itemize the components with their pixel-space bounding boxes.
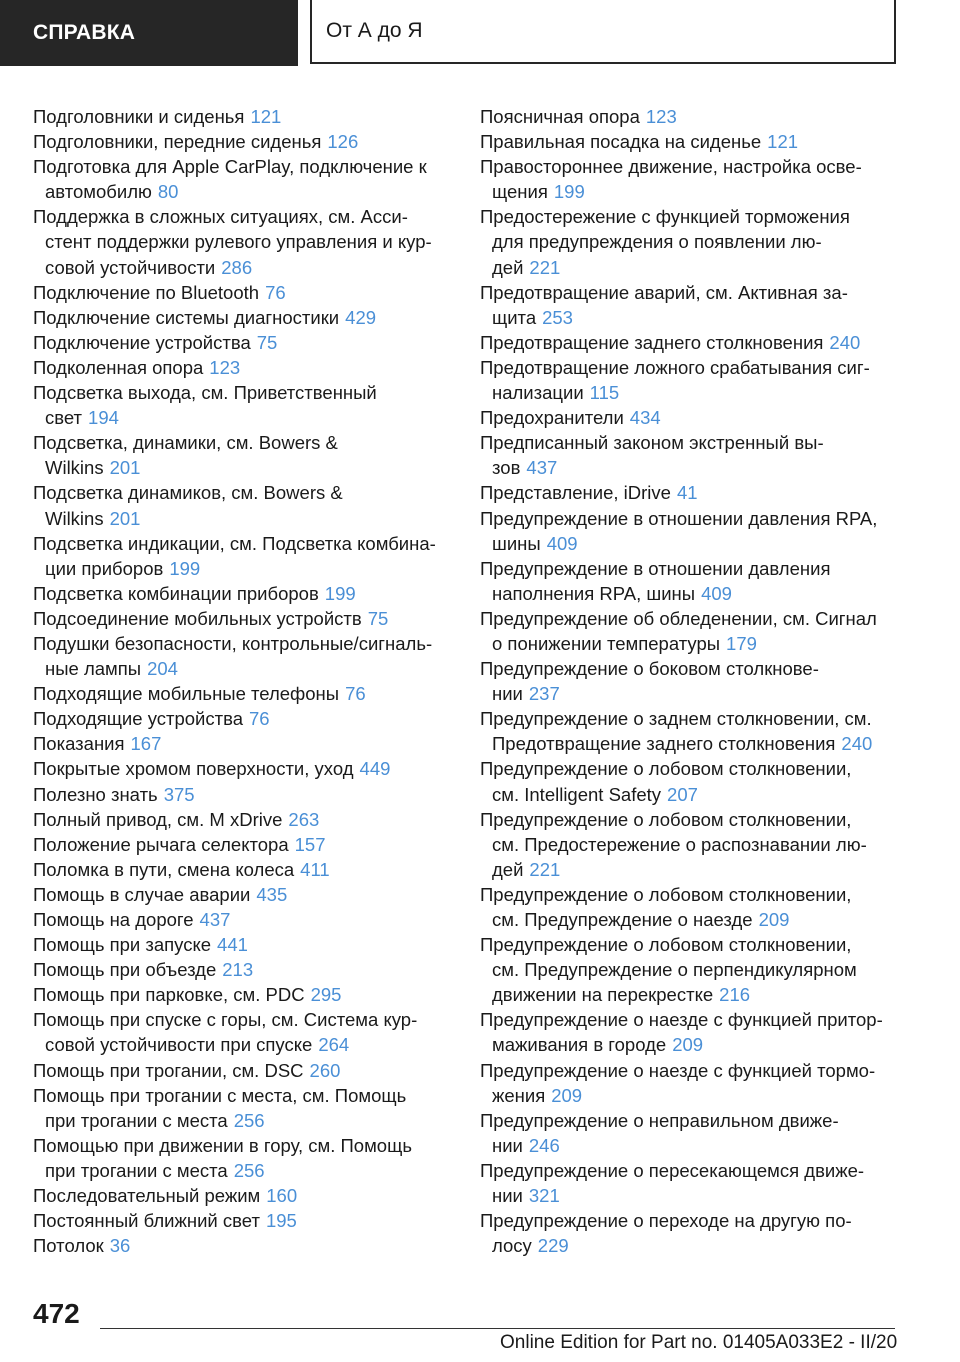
index-entry xyxy=(480,204,900,279)
page-reference-link[interactable]: 437 xyxy=(199,909,231,930)
index-entry xyxy=(480,1007,900,1057)
index-entry xyxy=(33,882,453,907)
index-entry xyxy=(480,1208,900,1258)
index-entry-text: при трогании с места xyxy=(45,1109,228,1131)
index-entry-text: Поломка в пути, смена колеса xyxy=(33,858,295,880)
index-entry-text: Последовательный режим xyxy=(33,1185,261,1207)
index-entry-text: Подключение системы диагностики xyxy=(33,306,340,328)
page-reference-link[interactable]: 256 xyxy=(233,1109,265,1131)
index-entry-text: шины xyxy=(492,532,541,554)
index-entry-text: Помощь при спуске с горы, см. Система кур- xyxy=(33,1009,418,1031)
index-entry xyxy=(33,355,453,380)
index-entry xyxy=(480,606,900,656)
index-entry-text: Предупреждение о лобовом столкновении, xyxy=(480,808,852,830)
index-entry-text: см. Предостережение о распознавании лю- xyxy=(492,833,867,855)
footer-divider xyxy=(100,1328,895,1329)
index-entry xyxy=(33,606,453,631)
index-entry-text: ные лампы xyxy=(45,658,142,680)
index-entry-text: Подголовники, передние сиденья xyxy=(33,131,322,153)
page-reference-link[interactable]: 207 xyxy=(667,783,698,805)
index-entry xyxy=(33,204,453,279)
index-entry-text: Показания xyxy=(33,733,125,755)
index-entry-text: Предупреждение о наезде с функцией тормо- xyxy=(480,1059,876,1081)
index-entry xyxy=(33,430,453,480)
index-entry xyxy=(480,506,900,556)
index-entry-text: Предупреждение о наезде с функцией притор- xyxy=(480,1009,883,1031)
index-entry-text: Подготовка для Apple CarPlay, подключение к xyxy=(33,156,427,178)
page-reference-link[interactable]: 263 xyxy=(288,808,320,830)
page-reference-link[interactable]: 75 xyxy=(256,331,278,353)
page-reference-link[interactable]: 36 xyxy=(109,1235,131,1257)
chapter-title: От А до Я xyxy=(310,0,896,64)
index-entry-text: маживания в городе xyxy=(492,1034,667,1056)
page-reference-link[interactable]: 179 xyxy=(726,632,757,654)
index-entry-text: Предупреждение о переходе на другую по- xyxy=(480,1210,852,1232)
index-entry-text: дей xyxy=(492,256,524,278)
index-column-right xyxy=(480,104,900,1258)
index-entry-text: автомобилю xyxy=(45,181,152,203)
index-entry-text: Положение рычага селектора xyxy=(33,833,289,855)
page-reference-link[interactable]: 429 xyxy=(345,306,377,328)
index-entry-text: Подключение по Bluetooth xyxy=(33,281,260,303)
index-entry-text: Полный привод, см. M xDrive xyxy=(33,808,283,830)
page-reference-link[interactable]: 157 xyxy=(294,833,326,855)
index-entry-text: лосу xyxy=(492,1235,532,1257)
index-entry xyxy=(33,857,453,882)
index-entry-text: Предупреждение в отношении давления RPA, xyxy=(480,507,878,529)
index-entry-text: Покрытые хромом поверхности, уход xyxy=(33,758,354,780)
index-entry-text: нализации xyxy=(492,382,584,404)
index-entry-text: Подсветка, динамики, см. Bowers & xyxy=(33,432,338,454)
page-reference-link[interactable]: 237 xyxy=(528,683,560,705)
index-entry-text: наполнения RPA, шины xyxy=(492,582,696,604)
page-reference-link[interactable]: 246 xyxy=(528,1134,560,1156)
index-entry xyxy=(33,907,453,932)
index-entry xyxy=(480,882,900,932)
index-entry xyxy=(480,430,900,480)
page-reference-link[interactable]: 76 xyxy=(265,281,286,303)
page-reference-link[interactable]: 449 xyxy=(359,758,391,780)
index-entry-text: о понижении температуры xyxy=(492,632,721,654)
page-header xyxy=(0,0,960,66)
page-reference-link[interactable]: 209 xyxy=(672,1034,704,1056)
page-reference-link[interactable]: 123 xyxy=(209,356,241,378)
index-entry-text: нии xyxy=(492,683,523,705)
index-entry-text: совой устойчивости при спуске xyxy=(45,1034,313,1056)
index-entry-text: нии xyxy=(492,1134,523,1156)
index-entry-text: Подсветка комбинации приборов xyxy=(33,582,319,604)
index-entry-text: Предупреждение о лобовом столкновении, xyxy=(480,934,852,956)
index-entry xyxy=(33,731,453,756)
page-reference-link[interactable]: 75 xyxy=(367,607,389,629)
index-entry-text: Предостережение с функцией торможения xyxy=(480,206,850,228)
index-entry xyxy=(480,656,900,706)
index-entry xyxy=(33,1208,453,1233)
page-reference-link[interactable]: 209 xyxy=(758,909,790,930)
index-entry-text: Постоянный ближний свет xyxy=(33,1210,260,1232)
index-entry-text: ции приборов xyxy=(45,557,164,579)
page-reference-link[interactable]: 126 xyxy=(327,131,359,153)
page-reference-link[interactable]: 213 xyxy=(222,959,254,981)
page-reference-link[interactable]: 201 xyxy=(109,457,141,479)
index-entry xyxy=(33,631,453,681)
index-entry xyxy=(33,807,453,832)
index-entry-text: Помощь при трогании с места, см. Помощь xyxy=(33,1084,407,1106)
page-reference-link[interactable]: 321 xyxy=(528,1185,560,1207)
index-entry xyxy=(33,380,453,430)
index-entry xyxy=(33,531,453,581)
index-entry xyxy=(33,1007,453,1057)
index-entry-text: Поясничная опора xyxy=(480,106,640,127)
page-reference-link[interactable]: 441 xyxy=(217,934,248,956)
page-reference-link[interactable]: 121 xyxy=(767,131,799,153)
index-entry-text: Подсветка индикации, см. Подсветка комбина- xyxy=(33,532,436,554)
index-entry xyxy=(33,782,453,807)
page-reference-link[interactable]: 221 xyxy=(529,256,561,278)
index-entry-text: Подколенная опора xyxy=(33,356,204,378)
index-entry-text: Помощь в случае аварии xyxy=(33,883,251,905)
index-entry xyxy=(33,932,453,957)
index-entry xyxy=(33,280,453,305)
index-entry xyxy=(33,1233,453,1258)
index-entry-text: нии xyxy=(492,1185,523,1207)
index-entry xyxy=(33,305,453,330)
index-entry-text: Подушки безопасности, контрольные/сигналь- xyxy=(33,632,433,654)
page-reference-link[interactable]: 437 xyxy=(526,457,558,479)
index-entry xyxy=(33,681,453,706)
index-entry xyxy=(480,355,900,405)
index-entry xyxy=(33,1058,453,1083)
page-reference-link[interactable]: 194 xyxy=(88,407,119,429)
page-reference-link[interactable]: 409 xyxy=(701,582,732,604)
index-entry xyxy=(33,706,453,731)
index-entry-text: щита xyxy=(492,306,537,328)
index-entry xyxy=(33,154,453,204)
page-reference-link[interactable]: 199 xyxy=(324,582,356,604)
index-entry-text: Wilkins xyxy=(45,507,104,529)
index-entry xyxy=(480,480,900,505)
index-entry-text: Помощь при запуске xyxy=(33,934,212,956)
index-entry xyxy=(480,706,900,756)
page-reference-link[interactable]: 409 xyxy=(546,532,578,554)
page-reference-link[interactable]: 221 xyxy=(529,858,561,880)
index-entry-text: щения xyxy=(492,181,548,203)
index-entry xyxy=(33,330,453,355)
index-entry xyxy=(33,957,453,982)
index-entry-text: Подсветка динамиков, см. Bowers & xyxy=(33,482,343,504)
index-entry-text: Помощь на дороге xyxy=(33,909,194,930)
page-reference-link[interactable]: 253 xyxy=(542,306,573,328)
index-entry-text: Предупреждение в отношении давления xyxy=(480,557,831,579)
index-entry xyxy=(480,807,900,882)
page-number: 472 xyxy=(33,1298,80,1329)
index-entry-text: Предохранители xyxy=(480,407,624,429)
index-entry-text: Предотвращение заднего столкновения xyxy=(492,733,836,755)
index-entry-text: Представление, iDrive xyxy=(480,482,671,504)
index-entry-text: Предотвращение заднего столкновения xyxy=(480,331,824,353)
page-reference-link[interactable]: 123 xyxy=(645,106,677,127)
page-reference-link[interactable]: 199 xyxy=(169,557,201,579)
page-reference-link[interactable]: 80 xyxy=(157,181,179,203)
page-reference-link[interactable]: 201 xyxy=(109,507,141,529)
index-entry-text: Предупреждение о неправильном движе- xyxy=(480,1109,839,1131)
index-entry-text: см. Intelligent Safety xyxy=(492,783,662,805)
page-reference-link[interactable]: 115 xyxy=(589,382,620,404)
index-entry-text: Предупреждение о пересекающемся движе- xyxy=(480,1159,865,1181)
page-reference-link[interactable]: 295 xyxy=(310,984,342,1006)
page-reference-link[interactable]: 256 xyxy=(233,1159,265,1181)
index-entry-text: Предупреждение об обледенении, см. Сигнал xyxy=(480,607,877,629)
page-reference-link[interactable]: 240 xyxy=(841,733,873,755)
page-reference-link[interactable]: 41 xyxy=(676,482,698,504)
index-entry-text: Полезно знать xyxy=(33,783,158,805)
page-reference-link[interactable]: 204 xyxy=(147,658,178,680)
page-reference-link[interactable]: 260 xyxy=(309,1059,341,1081)
page-reference-link[interactable]: 209 xyxy=(551,1084,583,1106)
index-entry-text: совой устойчивости xyxy=(45,256,216,278)
index-entry-text: Правостороннее движение, настройка осве- xyxy=(480,156,862,178)
index-entry-text: Помощь при трогании, см. DSC xyxy=(33,1059,304,1081)
index-entry-text: Предупреждение о лобовом столкновении, xyxy=(480,883,852,905)
index-entry-text: Поддержка в сложных ситуациях, см. Асси- xyxy=(33,206,408,228)
index-entry xyxy=(480,104,900,129)
index-entry xyxy=(33,756,453,781)
index-entry-text: Подголовники и сиденья xyxy=(33,106,245,127)
index-column-left xyxy=(33,104,453,1258)
index-entry-text: Потолок xyxy=(33,1235,104,1257)
index-entry-text: при трогании с места xyxy=(45,1159,228,1181)
index-entry xyxy=(33,581,453,606)
page-reference-link[interactable]: 264 xyxy=(318,1034,350,1056)
index-entry xyxy=(480,330,900,355)
section-tab: СПРАВКА xyxy=(0,0,298,66)
index-entry-text: стент поддержки рулевого управления и кур- xyxy=(45,231,432,253)
index-entry xyxy=(480,129,900,154)
index-entry-text: Правильная посадка на сиденье xyxy=(480,131,762,153)
page-reference-link[interactable]: 240 xyxy=(829,331,861,353)
index-entry xyxy=(480,154,900,204)
index-entry xyxy=(33,104,453,129)
page-reference-link[interactable]: 121 xyxy=(250,106,282,127)
index-entry-text: см. Предупреждение о наезде xyxy=(492,909,753,930)
index-entry xyxy=(33,129,453,154)
page-reference-link[interactable]: 435 xyxy=(256,883,288,905)
page-reference-link[interactable]: 229 xyxy=(537,1235,569,1257)
index-entry-text: Wilkins xyxy=(45,457,104,479)
index-entry-text: Помощь при парковке, см. PDC xyxy=(33,984,305,1006)
index-entry-text: свет xyxy=(45,407,83,429)
page-reference-link[interactable]: 160 xyxy=(266,1185,298,1207)
index-entry xyxy=(33,480,453,530)
index-entry-text: Подходящие мобильные телефоны xyxy=(33,683,340,705)
index-entry-text: жения xyxy=(492,1084,546,1106)
index-entry-text: Помощью при движении в гору, см. Помощь xyxy=(33,1134,412,1156)
index-entry-text: Предписанный законом экстренный вы- xyxy=(480,432,824,454)
page-reference-link[interactable]: 286 xyxy=(221,256,253,278)
index-entry-text: движении на перекрестке xyxy=(492,984,714,1006)
index-entry-text: Подсоединение мобильных устройств xyxy=(33,607,362,629)
index-entry-text: Предотвращение ложного срабатывания сиг- xyxy=(480,356,870,378)
index-entry xyxy=(480,280,900,330)
index-entry-text: Подключение устройства xyxy=(33,331,251,353)
footer-edition: Online Edition for Part no. 01405A033E2 - II/20 xyxy=(500,1332,898,1353)
index-entry xyxy=(33,1133,453,1183)
index-entry xyxy=(33,1083,453,1133)
page-reference-link[interactable]: 76 xyxy=(249,708,270,730)
index-entry-text: Предотвращение аварий, см. Активная за- xyxy=(480,281,848,303)
page-reference-link[interactable]: 216 xyxy=(719,984,751,1006)
index-entry xyxy=(33,1183,453,1208)
index-entry-text: для предупреждения о появлении лю- xyxy=(492,231,822,253)
index-entry-text: Предупреждение о боковом столкнове- xyxy=(480,658,819,680)
page-reference-link[interactable]: 76 xyxy=(345,683,366,705)
index-entry-text: Подсветка выхода, см. Приветственный xyxy=(33,382,377,404)
index-entry-text: Подходящие устройства xyxy=(33,708,244,730)
index-entry xyxy=(480,1108,900,1158)
index-entry-text: дей xyxy=(492,858,524,880)
index-entry-text: Помощь при объезде xyxy=(33,959,217,981)
page-reference-link[interactable]: 195 xyxy=(265,1210,297,1232)
index-entry xyxy=(480,1158,900,1208)
index-entry xyxy=(480,756,900,806)
index-entry xyxy=(480,556,900,606)
index-entry xyxy=(33,832,453,857)
page-reference-link[interactable]: 167 xyxy=(130,733,162,755)
page-reference-link[interactable]: 375 xyxy=(163,783,195,805)
index-entry-text: зов xyxy=(492,457,521,479)
page-reference-link[interactable]: 411 xyxy=(300,858,330,880)
index-entry-text: см. Предупреждение о перпендикулярном xyxy=(492,959,857,981)
index-entry xyxy=(480,932,900,1007)
page-reference-link[interactable]: 434 xyxy=(629,407,661,429)
index-entry-text: Предупреждение о лобовом столкновении, xyxy=(480,758,852,780)
page-reference-link[interactable]: 199 xyxy=(553,181,585,203)
index-entry xyxy=(480,405,900,430)
index-entry xyxy=(480,1058,900,1108)
index-entry-text: Предупреждение о заднем столкновении, см. xyxy=(480,708,872,730)
index-entry xyxy=(33,982,453,1007)
